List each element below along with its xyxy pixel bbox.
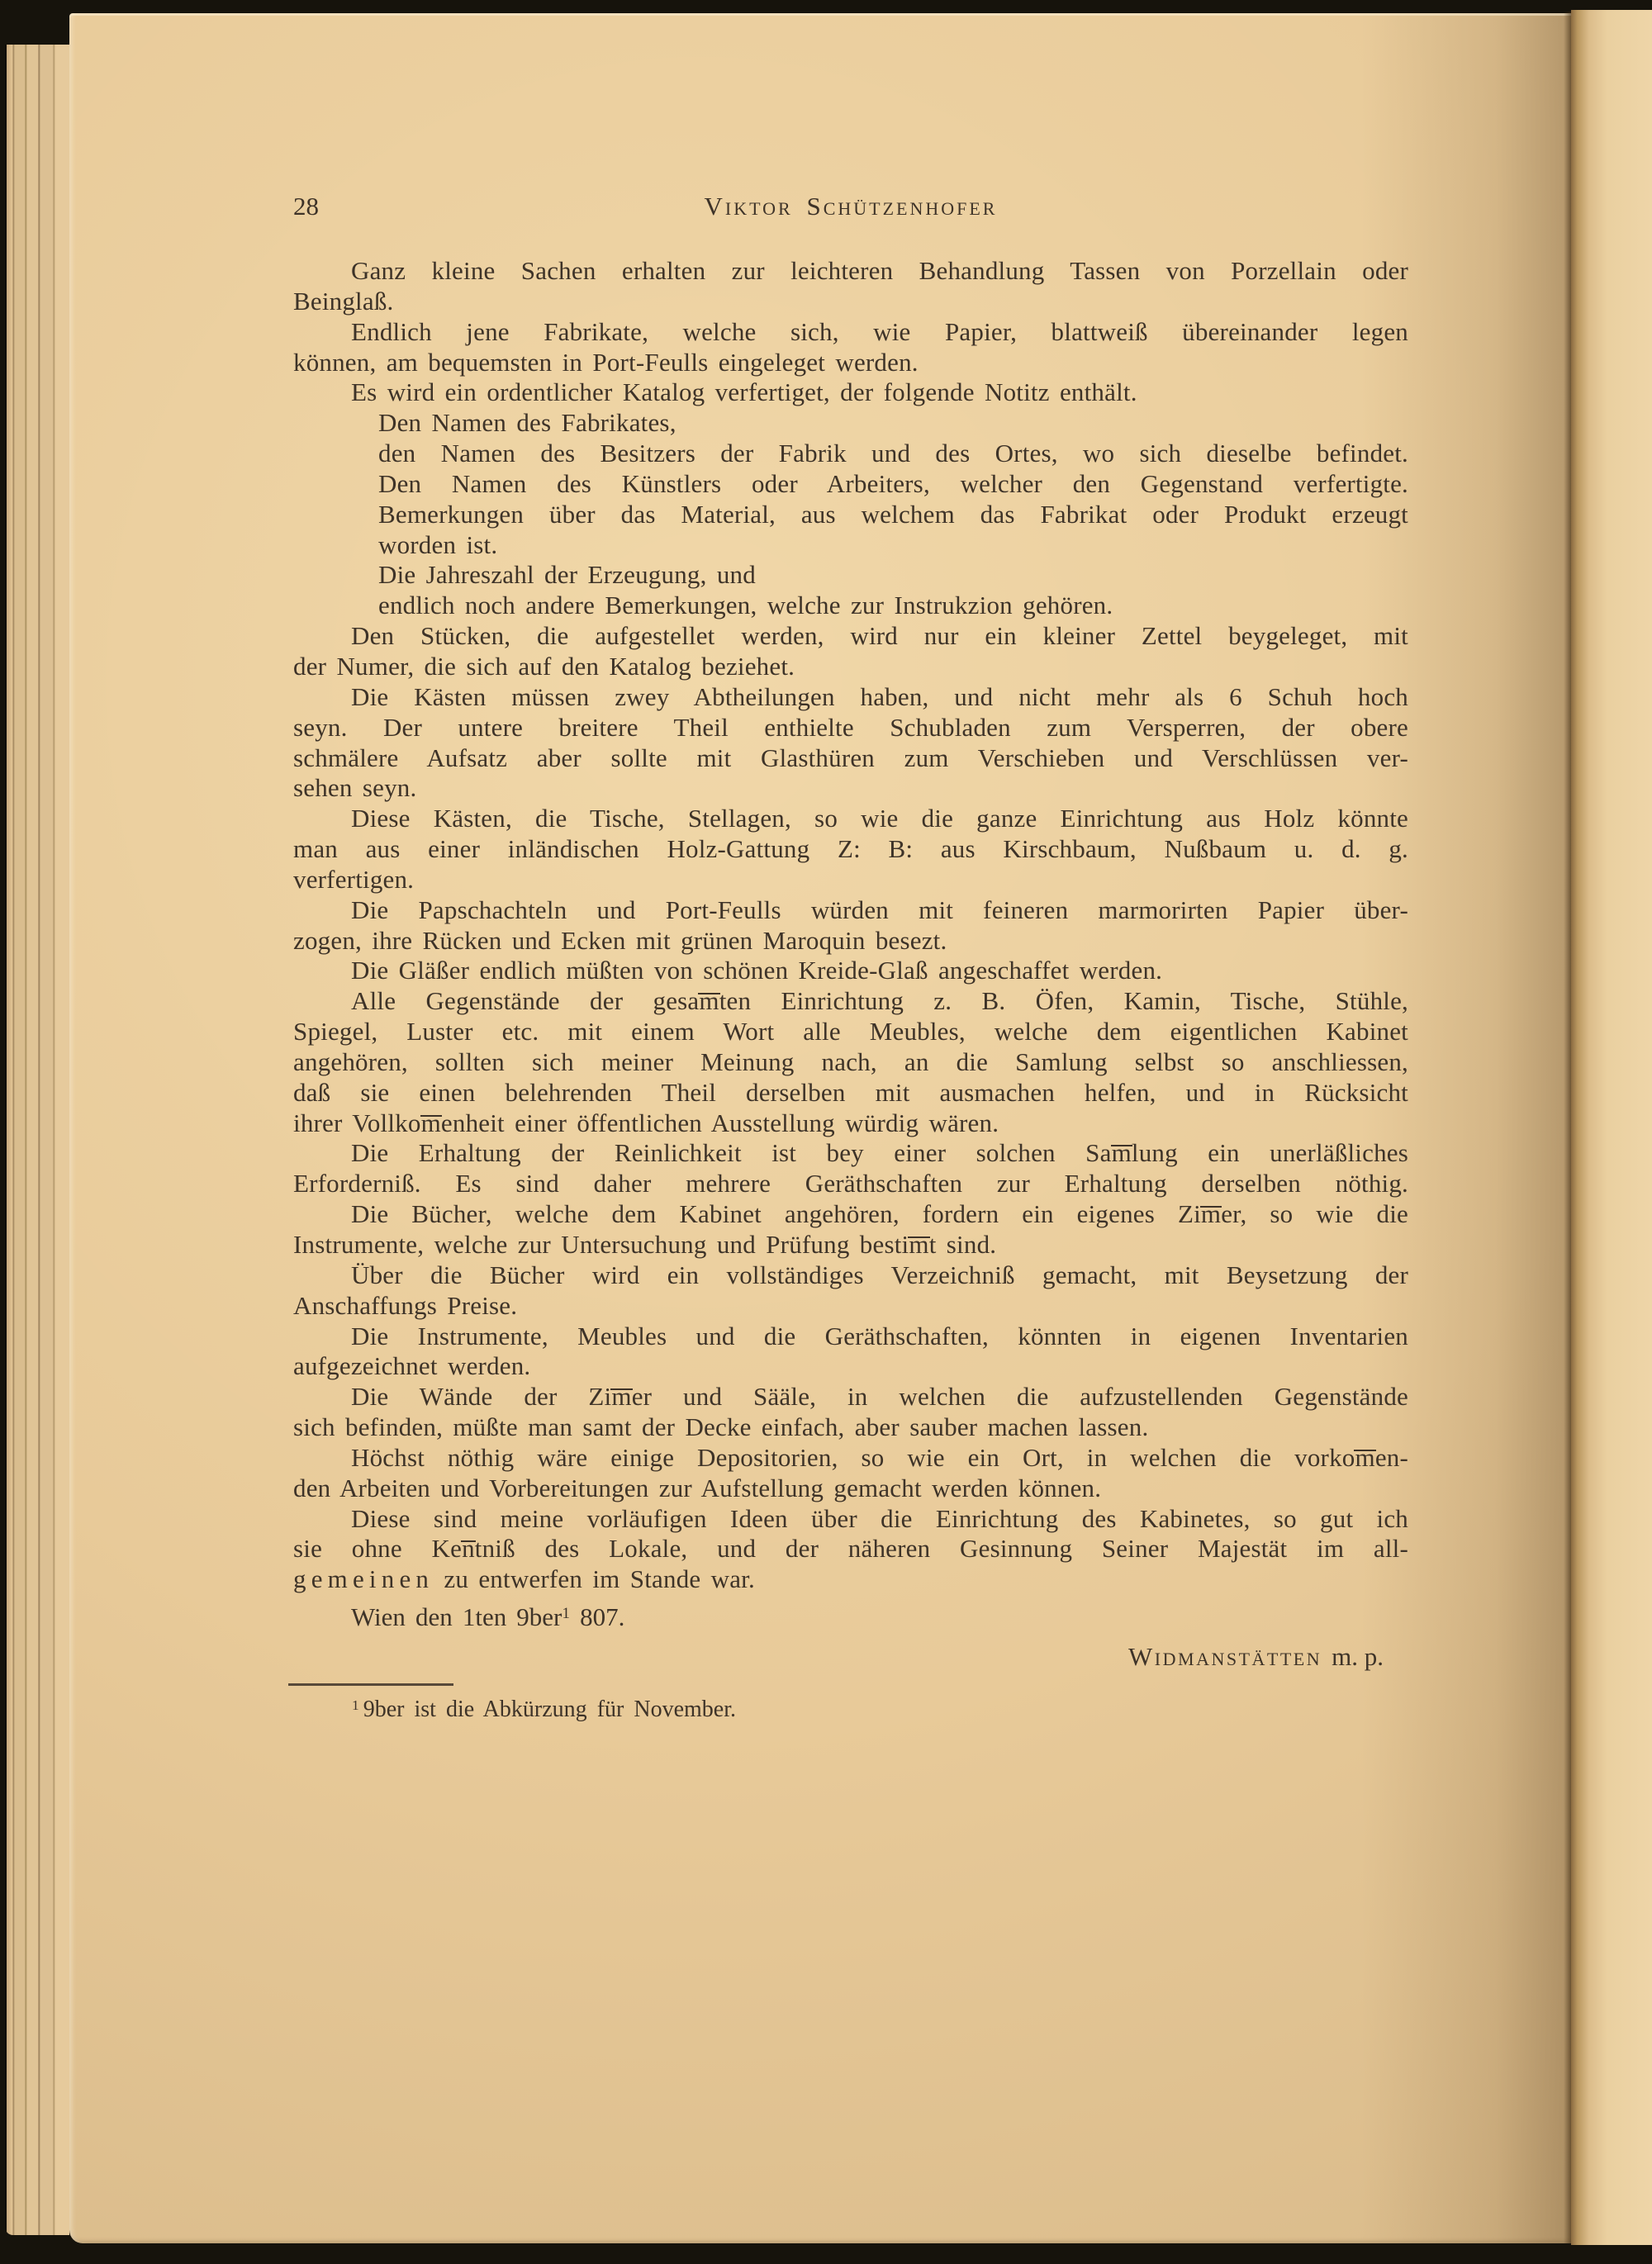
text-line: sich befinden, müßte man samt der Decke einfach, aber sauber machen lassen. [293,1412,1149,1442]
footnote-marker: 1 [352,1697,359,1714]
page-body-text [293,256,1408,1595]
text-line: verfertigen. [293,864,415,894]
text-line: Höchst nöthig wäre einige Depositorien, so wie ein Ort, in welchen die vorkomen- [351,1442,1408,1472]
dateline: Wien den 1ten 9ber$^1$ 807. [351,1602,625,1631]
text-line: ihrer Vollkomenheit einer öffentlichen Ausstellung würdig wären. [293,1108,999,1137]
text-line: gemeinen zu entwerfen im Stande war. [293,1564,755,1594]
page-edge-stack [5,45,69,2235]
text-line: Die Instrumente, Meubles und die Geräthschaften, könnten in eigenen Inventarien [351,1321,1408,1350]
text-line: worden ist. [378,529,498,559]
text-line: der Numer, die sich auf den Katalog beziehet. [293,651,795,681]
text-line: den Namen des Besitzers der Fabrik und des Ortes, wo sich dieselbe befindet. [378,439,1408,468]
text-line: können, am bequemsten in Port-Feulls eingeleget werden. [293,347,919,377]
adjacent-page-edge [1571,10,1652,2245]
text-line: Die Erhaltung der Reinlichkeit ist bey einer solchen Samlung ein unerläßliches [351,1138,1408,1168]
page-header [293,190,1408,225]
text-line: Beinglaß. [293,286,394,316]
text-line: Spiegel, Luster etc. mit einem Wort alle Meubles, welche dem eigentlichen Kabinet [293,1017,1408,1047]
text-line: Diese Kästen, die Tische, Stellagen, so wie die ganze Einrichtung aus Holz könnte [351,804,1408,833]
text-line: endlich noch andere Bemerkungen, welche zur Instrukzion gehören. [378,591,1113,620]
text-line: sehen seyn. [293,773,417,803]
text-line: Anschaffungs Preise. [293,1290,518,1320]
text-line: man aus einer inländischen Holz-Gattung Z: B: aus Kirschbaum, Nußbaum u. d. g. [293,834,1408,864]
signature-name: Widmanstätten [1128,1642,1322,1671]
signature [293,1640,1408,1673]
text-line: Die Gläßer endlich müßten von schönen Kreide-Glaß angeschaffet werden. [351,956,1163,985]
footnote [352,1695,736,1725]
text-line: daß sie einen belehrenden Theil derselben mit ausmachen helfen, und in Rücksicht [293,1077,1408,1107]
footnote-text: 9ber ist die Abkürzung für November. [363,1697,737,1722]
text-line: Diese sind meine vorläufigen Ideen über die Einrichtung des Kabinetes, so gut ich [351,1503,1408,1533]
text-line: Die Jahreszahl der Erzeugung, und [378,560,756,590]
text-line: Über die Bücher wird ein vollständiges Verzeichniß gemacht, mit Beysetzung der [351,1260,1408,1289]
text-line: Endlich jene Fabrikate, welche sich, wie Papier, blattweiß übereinander legen [351,316,1408,346]
text-line: schmälere Aufsatz aber sollte mit Glasthüren zum Verschieben und Verschlüssen ver- [293,743,1408,772]
book-page [69,13,1571,2243]
text-line: aufgezeichnet werden. [293,1351,531,1381]
text-line: Die Bücher, welche dem Kabinet angehören, fordern ein eigenes Zimer, so wie die [351,1199,1408,1229]
text-line: angehören, sollten sich meiner Meinung nach, an die Samlung selbst so anschliessen, [293,1047,1408,1076]
text-line: Den Namen des Fabrikates, [378,408,676,438]
text-line: sie ohne Kentniß des Lokale, und der näheren Gesinnung Seiner Majestät im all- [293,1534,1408,1564]
text-line: Bemerkungen über das Material, aus welchem das Fabrikat oder Produkt erzeugt [378,499,1408,529]
text-line: Die Papschachteln und Port-Feulls würden mit feineren marmorirten Papier über- [351,895,1408,924]
text-line: seyn. Der untere breitere Theil enthielte Schubladen zum Versperren, der obere [293,712,1408,742]
text-line: Den Namen des Künstlers oder Arbeiters, welcher den Gegenstand verfertigte. [378,468,1408,498]
page-number: 28 [293,192,319,221]
text-line: Es wird ein ordentlicher Katalog verfertiget, der folgende Notitz enthält. [351,377,1137,407]
text-line: Ganz kleine Sachen erhalten zur leichteren Behandlung Tassen von Porzellain oder [351,256,1408,285]
text-line: Erforderniß. Es sind daher mehrere Geräthschaften zur Erhaltung derselben nöthig. [293,1169,1408,1198]
footnote-divider [288,1683,453,1686]
text-line: zogen, ihre Rücken und Ecken mit grünen Maroquin besezt. [293,925,947,955]
text-line: Den Stücken, die aufgestellet werden, wird nur ein kleiner Zettel beygeleget, mit [351,621,1408,651]
text-line: Instrumente, welche zur Untersuchung und Prüfung bestimt sind. [293,1230,997,1259]
text-line: Die Kästen müssen zwey Abtheilungen haben, und nicht mehr als 6 Schuh hoch [351,681,1408,711]
signature-suffix: m. p. [1332,1642,1384,1671]
text-line: Die Wände der Zimer und Sääle, in welchen die aufzustellenden Gegenstände [351,1382,1408,1412]
text-line: Alle Gegenstände der gesamten Einrichtung z. B. Öfen, Kamin, Tische, Stühle, [351,986,1408,1016]
running-head: Viktor Schützenhofer [704,192,998,221]
text-line: den Arbeiten und Vorbereitungen zur Aufstellung gemacht werden können. [293,1473,1102,1502]
